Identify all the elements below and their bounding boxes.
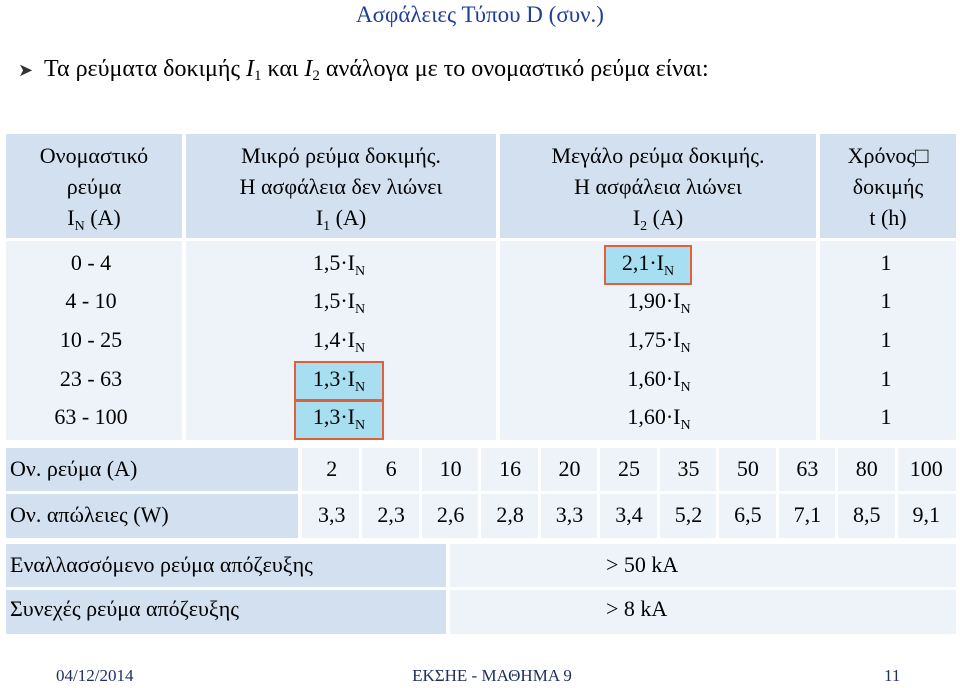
breaking-row2-value: > 8 kA (606, 596, 668, 621)
loss-current-value: 50 (736, 456, 759, 481)
loss-table (6, 448, 956, 538)
loss-watt-value: 5,2 (674, 502, 703, 527)
loss-watt-value: 8,5 (853, 502, 881, 527)
table-row-3-range: 10 - 25 (59, 327, 123, 352)
slide-title: Ασφάλειες Τύπου D (συν.) (356, 2, 604, 27)
footer-page-number: 11 (884, 666, 901, 685)
header-small-test-current: Μικρό ρεύμα δοκιμής. Η ασφάλεια δεν λιώνει $I_1$ (A) (239, 143, 443, 234)
table-row-2-i1: $1,5\cdot I_N$ (312, 288, 366, 317)
i1-subscript: 1 (253, 68, 262, 84)
i1-symbol: I (245, 56, 254, 82)
header-test-time: Χρόνος□ δοκιμής t (h) (847, 143, 929, 230)
bullet-text-b: και (261, 56, 305, 82)
table-row-4-i1: $1,3\cdot I_N$ (312, 366, 366, 395)
i2-subscript: 2 (312, 68, 320, 84)
loss-current-value: 20 (558, 456, 581, 481)
table-row-4-range: 23 - 63 (59, 366, 123, 391)
table-row-5-range: 63 - 100 (54, 404, 128, 429)
table-row-1-range: 0 - 4 (70, 250, 112, 275)
loss-current-value: 6 (385, 456, 397, 481)
table-row-4-time: 1 (880, 366, 892, 391)
table-row-1-i1: $1,5\cdot I_N$ (312, 250, 366, 279)
table-row-5-i2: $1,60\cdot I_N$ (627, 404, 691, 433)
test-current-table (6, 134, 956, 440)
table-row-1-i2: $2,1\cdot I_N$ (621, 250, 675, 279)
header-nominal-current: Ονομαστικό ρεύμα $I_N$ (A) (39, 143, 149, 234)
breaking-row1-label: Εναλλασσόμενο ρεύμα απόζευξης (10, 552, 313, 577)
table-row-3-time: 1 (880, 327, 892, 352)
loss-row1-label: Ον. ρεύμα (A) (10, 456, 138, 481)
loss-current-value: 80 (855, 456, 878, 481)
breaking-row1-value: > 50 kA (606, 552, 679, 577)
bullet-text-c: ανάλογα με το ονομαστικό ρεύμα είναι: (319, 56, 709, 82)
breaking-row2-label: Συνεχές ρεύμα απόζευξης (10, 596, 239, 621)
header-large-test-current: Μεγάλο ρεύμα δοκιμής. Η ασφάλεια λιώνει $I_2$ (A) (551, 143, 765, 234)
i2-symbol: I (304, 56, 313, 82)
breaking-capacity-table (6, 544, 956, 634)
loss-row2-label: Ον. απώλειες (W) (10, 502, 169, 527)
table-row-2-range: 4 - 10 (65, 288, 117, 313)
table-row-5-i1: $1,3\cdot I_N$ (312, 404, 366, 433)
footer-course: ΕΚΣΗΕ - ΜΑΘΗΜΑ 9 (412, 666, 572, 685)
loss-current-value: 63 (796, 456, 819, 481)
loss-current-value: 35 (677, 456, 700, 481)
loss-watt-value: 2,3 (377, 502, 405, 527)
arrow-bullet-icon: ➤ (18, 60, 34, 80)
loss-watt-value: 2,6 (436, 502, 465, 527)
loss-watt-value: 2,8 (496, 502, 524, 527)
loss-watt-value: 3,3 (317, 502, 346, 527)
loss-watt-value: 9,1 (912, 502, 940, 527)
loss-current-value: 100 (909, 456, 943, 481)
loss-watt-value: 6,5 (734, 502, 762, 527)
bullet-text-a: Τα ρεύματα δοκιμής (44, 56, 246, 82)
table-row-2-time: 1 (880, 288, 892, 313)
table-row-5-time: 1 (880, 404, 892, 429)
loss-watt-value: 3,3 (555, 502, 584, 527)
loss-current-value: 25 (617, 456, 640, 481)
table-row-2-i2: $1,90\cdot I_N$ (627, 288, 691, 317)
loss-current-value: 10 (439, 456, 462, 481)
footer-date: 04/12/2014 (56, 666, 134, 685)
loss-current-value: 2 (326, 456, 338, 481)
loss-watt-value: 3,4 (615, 502, 643, 527)
loss-current-value: 16 (499, 456, 522, 481)
bullet-text (18, 56, 709, 83)
table-row-1-time: 1 (880, 250, 892, 275)
loss-watt-value: 7,1 (793, 502, 822, 527)
table-row-3-i2: $1,75\cdot I_N$ (627, 327, 691, 356)
table-row-4-i2: $1,60\cdot I_N$ (627, 366, 691, 395)
table-row-3-i1: $1,4\cdot I_N$ (312, 327, 366, 356)
